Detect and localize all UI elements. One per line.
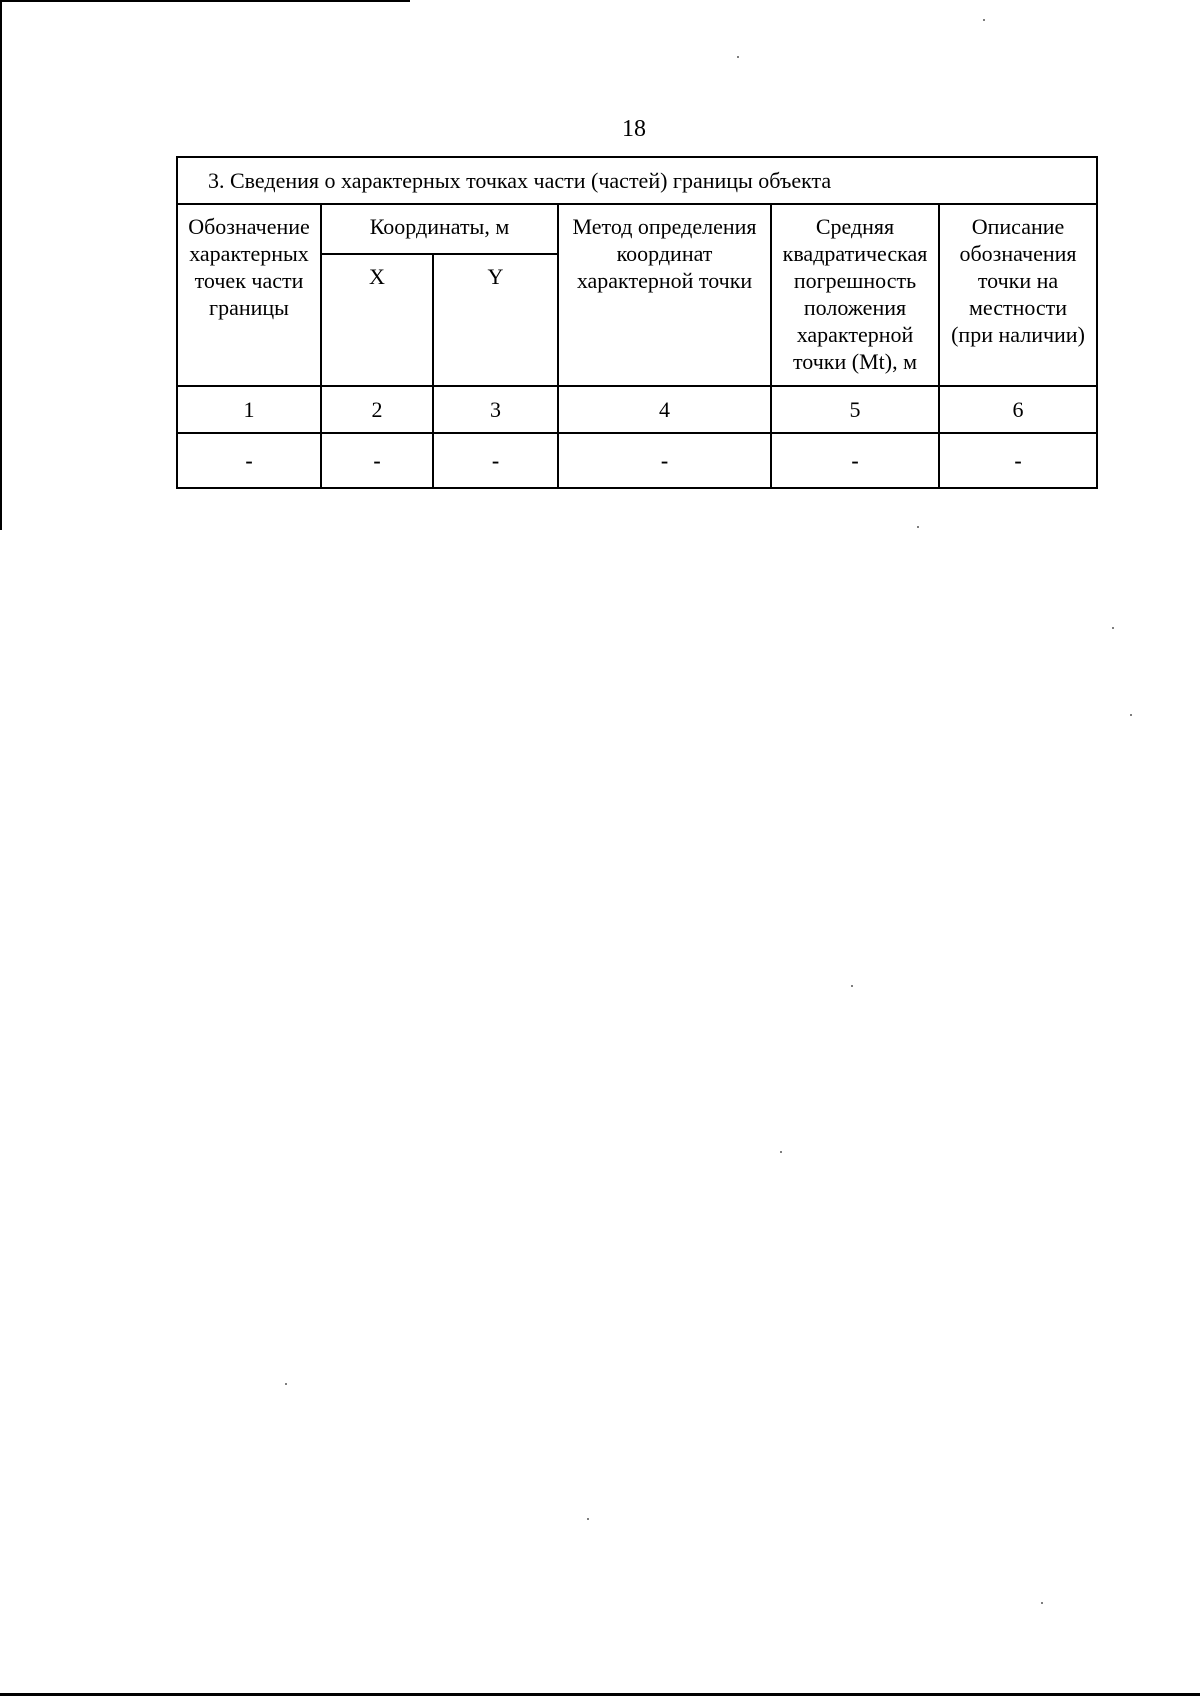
header-line: квадратическая (782, 241, 928, 266)
header-line: Метод определения (572, 214, 757, 239)
header-line: точки (Mt), м (792, 349, 918, 374)
header-line: координат (616, 241, 713, 266)
column-number: 3 (433, 386, 558, 433)
table-cell: - (321, 433, 433, 488)
table-cell: - (177, 433, 321, 488)
column-number: 1 (177, 386, 321, 433)
header-line: характерной точки (576, 268, 753, 293)
header-x: X (321, 254, 433, 386)
characteristic-points-table (176, 156, 1098, 489)
scan-edge-top (0, 0, 410, 2)
header-coordinates: Координаты, м (321, 204, 558, 254)
column-number: 6 (939, 386, 1097, 433)
scan-edge-left (0, 0, 2, 530)
section-title-row (177, 157, 1097, 204)
header-error (771, 204, 939, 386)
header-line: обозначения (959, 241, 1077, 266)
scan-speck (1041, 1602, 1043, 1604)
header-line: положения (803, 295, 907, 320)
header-description (939, 204, 1097, 386)
page-number: 18 (622, 116, 646, 142)
scan-speck (917, 526, 919, 528)
table-cell: - (771, 433, 939, 488)
header-method (558, 204, 771, 386)
column-number: 4 (558, 386, 771, 433)
header-line: характерной (796, 322, 914, 347)
column-number: 5 (771, 386, 939, 433)
header-line: местности (968, 295, 1068, 320)
header-line: Описание (971, 214, 1065, 239)
header-row (177, 204, 1097, 254)
header-y: Y (433, 254, 558, 386)
table-cell: - (433, 433, 558, 488)
scan-speck (737, 56, 739, 58)
table-cell: - (558, 433, 771, 488)
header-line: (при наличии) (951, 322, 1085, 347)
header-line: характерных (189, 241, 309, 266)
table-cell: - (939, 433, 1097, 488)
scan-speck (285, 1383, 287, 1385)
table-row (177, 433, 1097, 488)
header-line: границы (209, 295, 289, 320)
column-number: 2 (321, 386, 433, 433)
header-line: погрешность (793, 268, 917, 293)
scan-speck (1112, 627, 1114, 629)
scan-speck (983, 19, 985, 21)
scan-speck (1130, 714, 1132, 716)
header-point-designation (177, 204, 321, 386)
header-line: точки на (977, 268, 1059, 293)
scan-speck (780, 1151, 782, 1153)
scan-speck (587, 1518, 589, 1520)
header-line: Средняя (815, 214, 895, 239)
column-numbers-row (177, 386, 1097, 433)
header-line: точек части (194, 268, 304, 293)
scan-speck (851, 985, 853, 987)
header-line: Обозначение (188, 214, 310, 239)
section-title: 3. Сведения о характерных точках части (частей) границы объекта (177, 157, 1097, 204)
